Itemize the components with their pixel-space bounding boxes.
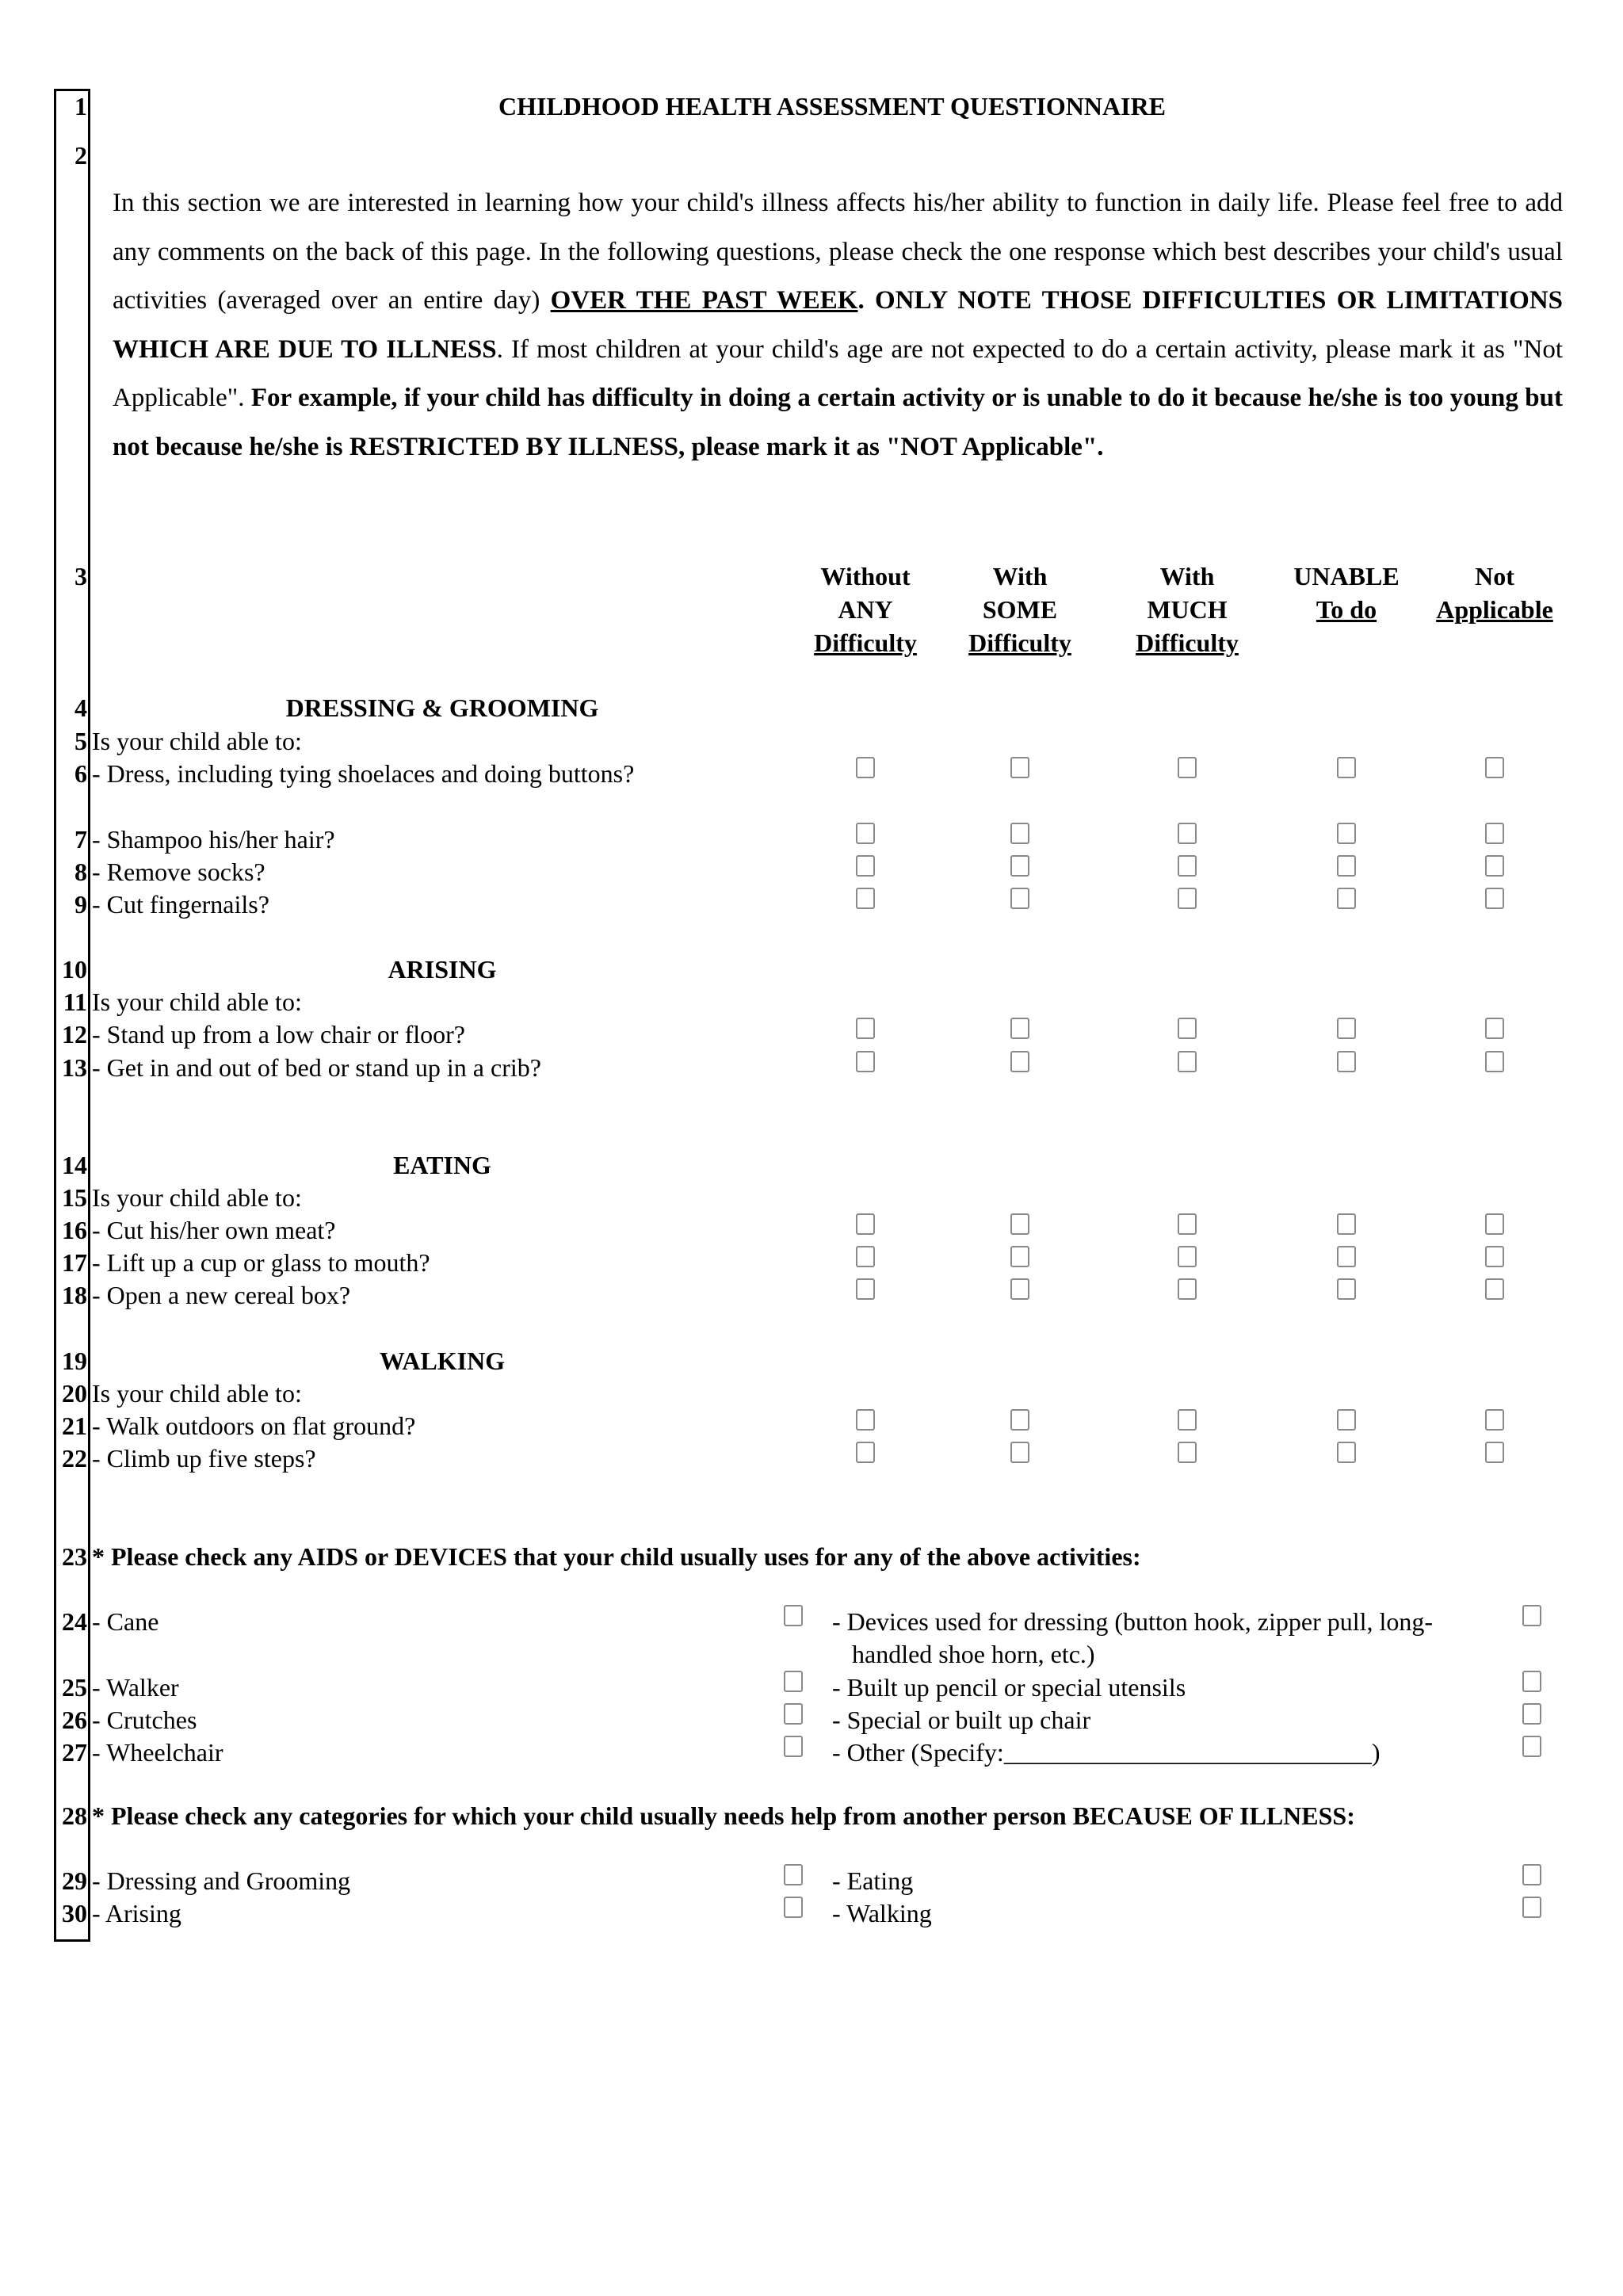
checkbox-help-dressing-grooming[interactable]: [784, 1864, 803, 1885]
checkbox-with-much-difficulty[interactable]: [1178, 823, 1197, 844]
intro-emphasis: . ONLY NOTE THOSE DIFFICULTIES OR LIMITATIONS WHICH ARE DUE TO ILLNESS: [113, 286, 1563, 364]
checkbox-with-some-difficulty[interactable]: [1010, 1409, 1029, 1431]
question-label: - Get in and out of bed or stand up in a crib?: [92, 1053, 541, 1082]
checkbox-unable-to-do[interactable]: [1337, 855, 1356, 877]
line-number: 9: [74, 890, 87, 919]
column-header-not-applicable: Not Applicable: [1436, 562, 1553, 624]
checkbox-without-any-difficulty[interactable]: [856, 1278, 875, 1300]
help-label: - Arising: [92, 1899, 181, 1927]
able-prompt: Is your child able to:: [92, 1183, 302, 1212]
line-number: 15: [62, 1183, 87, 1212]
question-label: - Open a new cereal box?: [92, 1281, 351, 1309]
checkbox-without-any-difficulty[interactable]: [856, 823, 875, 844]
checkbox-with-much-difficulty[interactable]: [1178, 1051, 1197, 1072]
question-label: - Walk outdoors on flat ground?: [92, 1412, 416, 1440]
checkbox-unable-to-do[interactable]: [1337, 823, 1356, 844]
line-number: 10: [62, 955, 87, 984]
line-number: 1: [74, 92, 87, 120]
aid-label: - Devices used for dressing (button hook, zipper pull, long-: [832, 1607, 1434, 1636]
line-number: 7: [74, 825, 87, 854]
checkbox-with-some-difficulty[interactable]: [1010, 1246, 1029, 1267]
line-number: 6: [74, 759, 87, 788]
column-header-with-much-difficulty: With MUCH Difficulty: [1136, 562, 1239, 657]
checkbox-with-much-difficulty[interactable]: [1178, 1278, 1197, 1300]
aid-label: - Built up pencil or special utensils: [832, 1673, 1186, 1702]
line-number: 12: [62, 1020, 87, 1049]
question-label: - Stand up from a low chair or floor?: [92, 1020, 465, 1049]
line-number: 14: [62, 1151, 87, 1179]
able-prompt: Is your child able to:: [92, 988, 302, 1016]
checkbox-with-much-difficulty[interactable]: [1178, 855, 1197, 877]
column-header-with-some-difficulty: With SOME Difficulty: [968, 562, 1071, 657]
checkbox-without-any-difficulty[interactable]: [856, 1051, 875, 1072]
question-label: - Cut fingernails?: [92, 890, 269, 919]
section-heading: ARISING: [388, 955, 497, 984]
column-header-without-any-difficulty: Without ANY Difficulty: [814, 562, 917, 657]
aid-label: - Wheelchair: [92, 1738, 223, 1767]
checkbox-not-applicable[interactable]: [1485, 1018, 1504, 1039]
checkbox-with-some-difficulty[interactable]: [1010, 855, 1029, 877]
checkbox-help-walking[interactable]: [1522, 1897, 1541, 1918]
checkbox-not-applicable[interactable]: [1485, 1213, 1504, 1235]
checkbox-help-eating[interactable]: [1522, 1864, 1541, 1885]
line-number: 18: [62, 1281, 87, 1309]
checkbox-not-applicable[interactable]: [1485, 1278, 1504, 1300]
line-number: 16: [62, 1216, 87, 1244]
checkbox-aid-crutches[interactable]: [784, 1703, 803, 1725]
aid-label: - Other (Specify:_____________________________): [832, 1738, 1381, 1767]
line-number: 21: [62, 1412, 87, 1440]
intro-emphasis: For example, if your child has difficulty in doing a certain activity or is unable to do it because he/she is too young but not because he/she is RESTRICTED BY ILLNESS, please mark it as "NOT Applicable".: [113, 384, 1563, 461]
question-label: - Lift up a cup or glass to mouth?: [92, 1248, 430, 1277]
checkbox-not-applicable[interactable]: [1485, 823, 1504, 844]
help-prompt: * Please check any categories for which your child usually needs help from another person BECAUSE OF ILLNESS:: [92, 1801, 1355, 1830]
checkbox-not-applicable[interactable]: [1485, 1442, 1504, 1463]
aid-label: - Special or built up chair: [832, 1706, 1091, 1734]
checkbox-with-much-difficulty[interactable]: [1178, 1213, 1197, 1235]
checkbox-aid-wheelchair[interactable]: [784, 1736, 803, 1757]
question-label: - Dress, including tying shoelaces and doing buttons?: [92, 759, 635, 788]
intro-paragraph: [113, 179, 1563, 472]
checkbox-with-some-difficulty[interactable]: [1010, 1442, 1029, 1463]
checkbox-with-much-difficulty[interactable]: [1178, 1442, 1197, 1463]
checkbox-unable-to-do[interactable]: [1337, 1018, 1356, 1039]
checkbox-not-applicable[interactable]: [1485, 1246, 1504, 1267]
checkbox-not-applicable[interactable]: [1485, 888, 1504, 909]
aid-label: - Cane: [92, 1607, 159, 1636]
line-number: 23: [62, 1542, 87, 1571]
column-header-unable-to-do: UNABLE To do: [1293, 562, 1400, 624]
checkbox-not-applicable[interactable]: [1485, 1051, 1504, 1072]
checkbox-unable-to-do[interactable]: [1337, 1051, 1356, 1072]
line-number: 24: [62, 1607, 87, 1636]
checkbox-without-any-difficulty[interactable]: [856, 1246, 875, 1267]
aid-label: - Crutches: [92, 1706, 197, 1734]
checkbox-aid-other[interactable]: [1522, 1736, 1541, 1757]
checkbox-with-some-difficulty[interactable]: [1010, 1051, 1029, 1072]
checkbox-unable-to-do[interactable]: [1337, 888, 1356, 909]
line-number: 5: [74, 727, 87, 755]
checkbox-unable-to-do[interactable]: [1337, 1213, 1356, 1235]
line-number: 17: [62, 1248, 87, 1277]
checkbox-with-much-difficulty[interactable]: [1178, 757, 1197, 778]
line-number: 22: [62, 1444, 87, 1473]
line-number: 27: [62, 1738, 87, 1767]
checkbox-not-applicable[interactable]: [1485, 1409, 1504, 1431]
help-label: - Eating: [832, 1866, 914, 1895]
intro-text: . If most children at your child's age are not expected to do a certain activity, please mark it as "Not Applicable".: [113, 334, 1564, 412]
checkbox-not-applicable[interactable]: [1485, 855, 1504, 877]
checkbox-without-any-difficulty[interactable]: [856, 1213, 875, 1235]
section-heading: DRESSING & GROOMING: [285, 693, 599, 722]
intro-emphasis: OVER THE PAST WEEK: [550, 286, 858, 315]
help-label: - Walking: [832, 1899, 932, 1927]
checkbox-without-any-difficulty[interactable]: [856, 1442, 875, 1463]
checkbox-with-much-difficulty[interactable]: [1178, 1246, 1197, 1267]
line-number: 29: [62, 1866, 87, 1895]
aids-prompt: * Please check any AIDS or DEVICES that your child usually uses for any of the above activities:: [92, 1542, 1141, 1571]
checkbox-without-any-difficulty[interactable]: [856, 757, 875, 778]
checkbox-with-some-difficulty[interactable]: [1010, 1213, 1029, 1235]
checkbox-unable-to-do[interactable]: [1337, 1409, 1356, 1431]
line-number: 8: [74, 858, 87, 886]
checkbox-unable-to-do[interactable]: [1337, 757, 1356, 778]
able-prompt: Is your child able to:: [92, 1379, 302, 1408]
checkbox-with-some-difficulty[interactable]: [1010, 1278, 1029, 1300]
line-number: 20: [62, 1379, 87, 1408]
checkbox-aid-walker[interactable]: [784, 1671, 803, 1692]
checkbox-with-some-difficulty[interactable]: [1010, 823, 1029, 844]
checkbox-with-some-difficulty[interactable]: [1010, 757, 1029, 778]
checkbox-aid-utensils[interactable]: [1522, 1671, 1541, 1692]
line-number: 11: [63, 988, 87, 1016]
line-number: 26: [62, 1706, 87, 1734]
question-label: - Climb up five steps?: [92, 1444, 316, 1473]
aid-label-continued: handled shoe horn, etc.): [852, 1640, 1095, 1668]
checkbox-without-any-difficulty[interactable]: [856, 1409, 875, 1431]
checkbox-with-much-difficulty[interactable]: [1178, 1409, 1197, 1431]
checkbox-without-any-difficulty[interactable]: [856, 855, 875, 877]
page-title: CHILDHOOD HEALTH ASSESSMENT QUESTIONNAIRE: [498, 92, 1167, 120]
checkbox-unable-to-do[interactable]: [1337, 1246, 1356, 1267]
checkbox-aid-cane[interactable]: [784, 1605, 803, 1626]
line-number: 25: [62, 1673, 87, 1702]
question-label: - Remove socks?: [92, 858, 265, 886]
line-number: 13: [62, 1053, 87, 1082]
help-label: - Dressing and Grooming: [92, 1866, 351, 1895]
line-number: 28: [62, 1801, 87, 1830]
checkbox-with-some-difficulty[interactable]: [1010, 1018, 1029, 1039]
checkbox-without-any-difficulty[interactable]: [856, 888, 875, 909]
question-label: - Shampoo his/her hair?: [92, 825, 335, 854]
line-number: 19: [62, 1347, 87, 1375]
line-number: 2: [74, 141, 87, 170]
checkbox-with-much-difficulty[interactable]: [1178, 888, 1197, 909]
checkbox-unable-to-do[interactable]: [1337, 1442, 1356, 1463]
checkbox-unable-to-do[interactable]: [1337, 1278, 1356, 1300]
checkbox-not-applicable[interactable]: [1485, 757, 1504, 778]
question-label: - Cut his/her own meat?: [92, 1216, 336, 1244]
line-number: 4: [74, 693, 87, 722]
section-heading: EATING: [393, 1151, 491, 1179]
line-number: 3: [74, 562, 87, 590]
able-prompt: Is your child able to:: [92, 727, 302, 755]
checkbox-aid-chair[interactable]: [1522, 1703, 1541, 1725]
intro-text: In this section we are interested in learning how your child's illness affects his/her ability to function in daily life. Please feel free to add any comments on the back of this page. In the following questions, please check the one response which best describes your child's usual activities (averaged over an entire day): [113, 189, 1563, 315]
checkbox-with-much-difficulty[interactable]: [1178, 1018, 1197, 1039]
checkbox-with-some-difficulty[interactable]: [1010, 888, 1029, 909]
line-number: 30: [62, 1899, 87, 1927]
section-heading: WALKING: [379, 1347, 506, 1375]
checkbox-help-arising[interactable]: [784, 1897, 803, 1918]
checkbox-without-any-difficulty[interactable]: [856, 1018, 875, 1039]
checkbox-aid-dressing-devices[interactable]: [1522, 1605, 1541, 1626]
aid-label: - Walker: [92, 1673, 179, 1702]
